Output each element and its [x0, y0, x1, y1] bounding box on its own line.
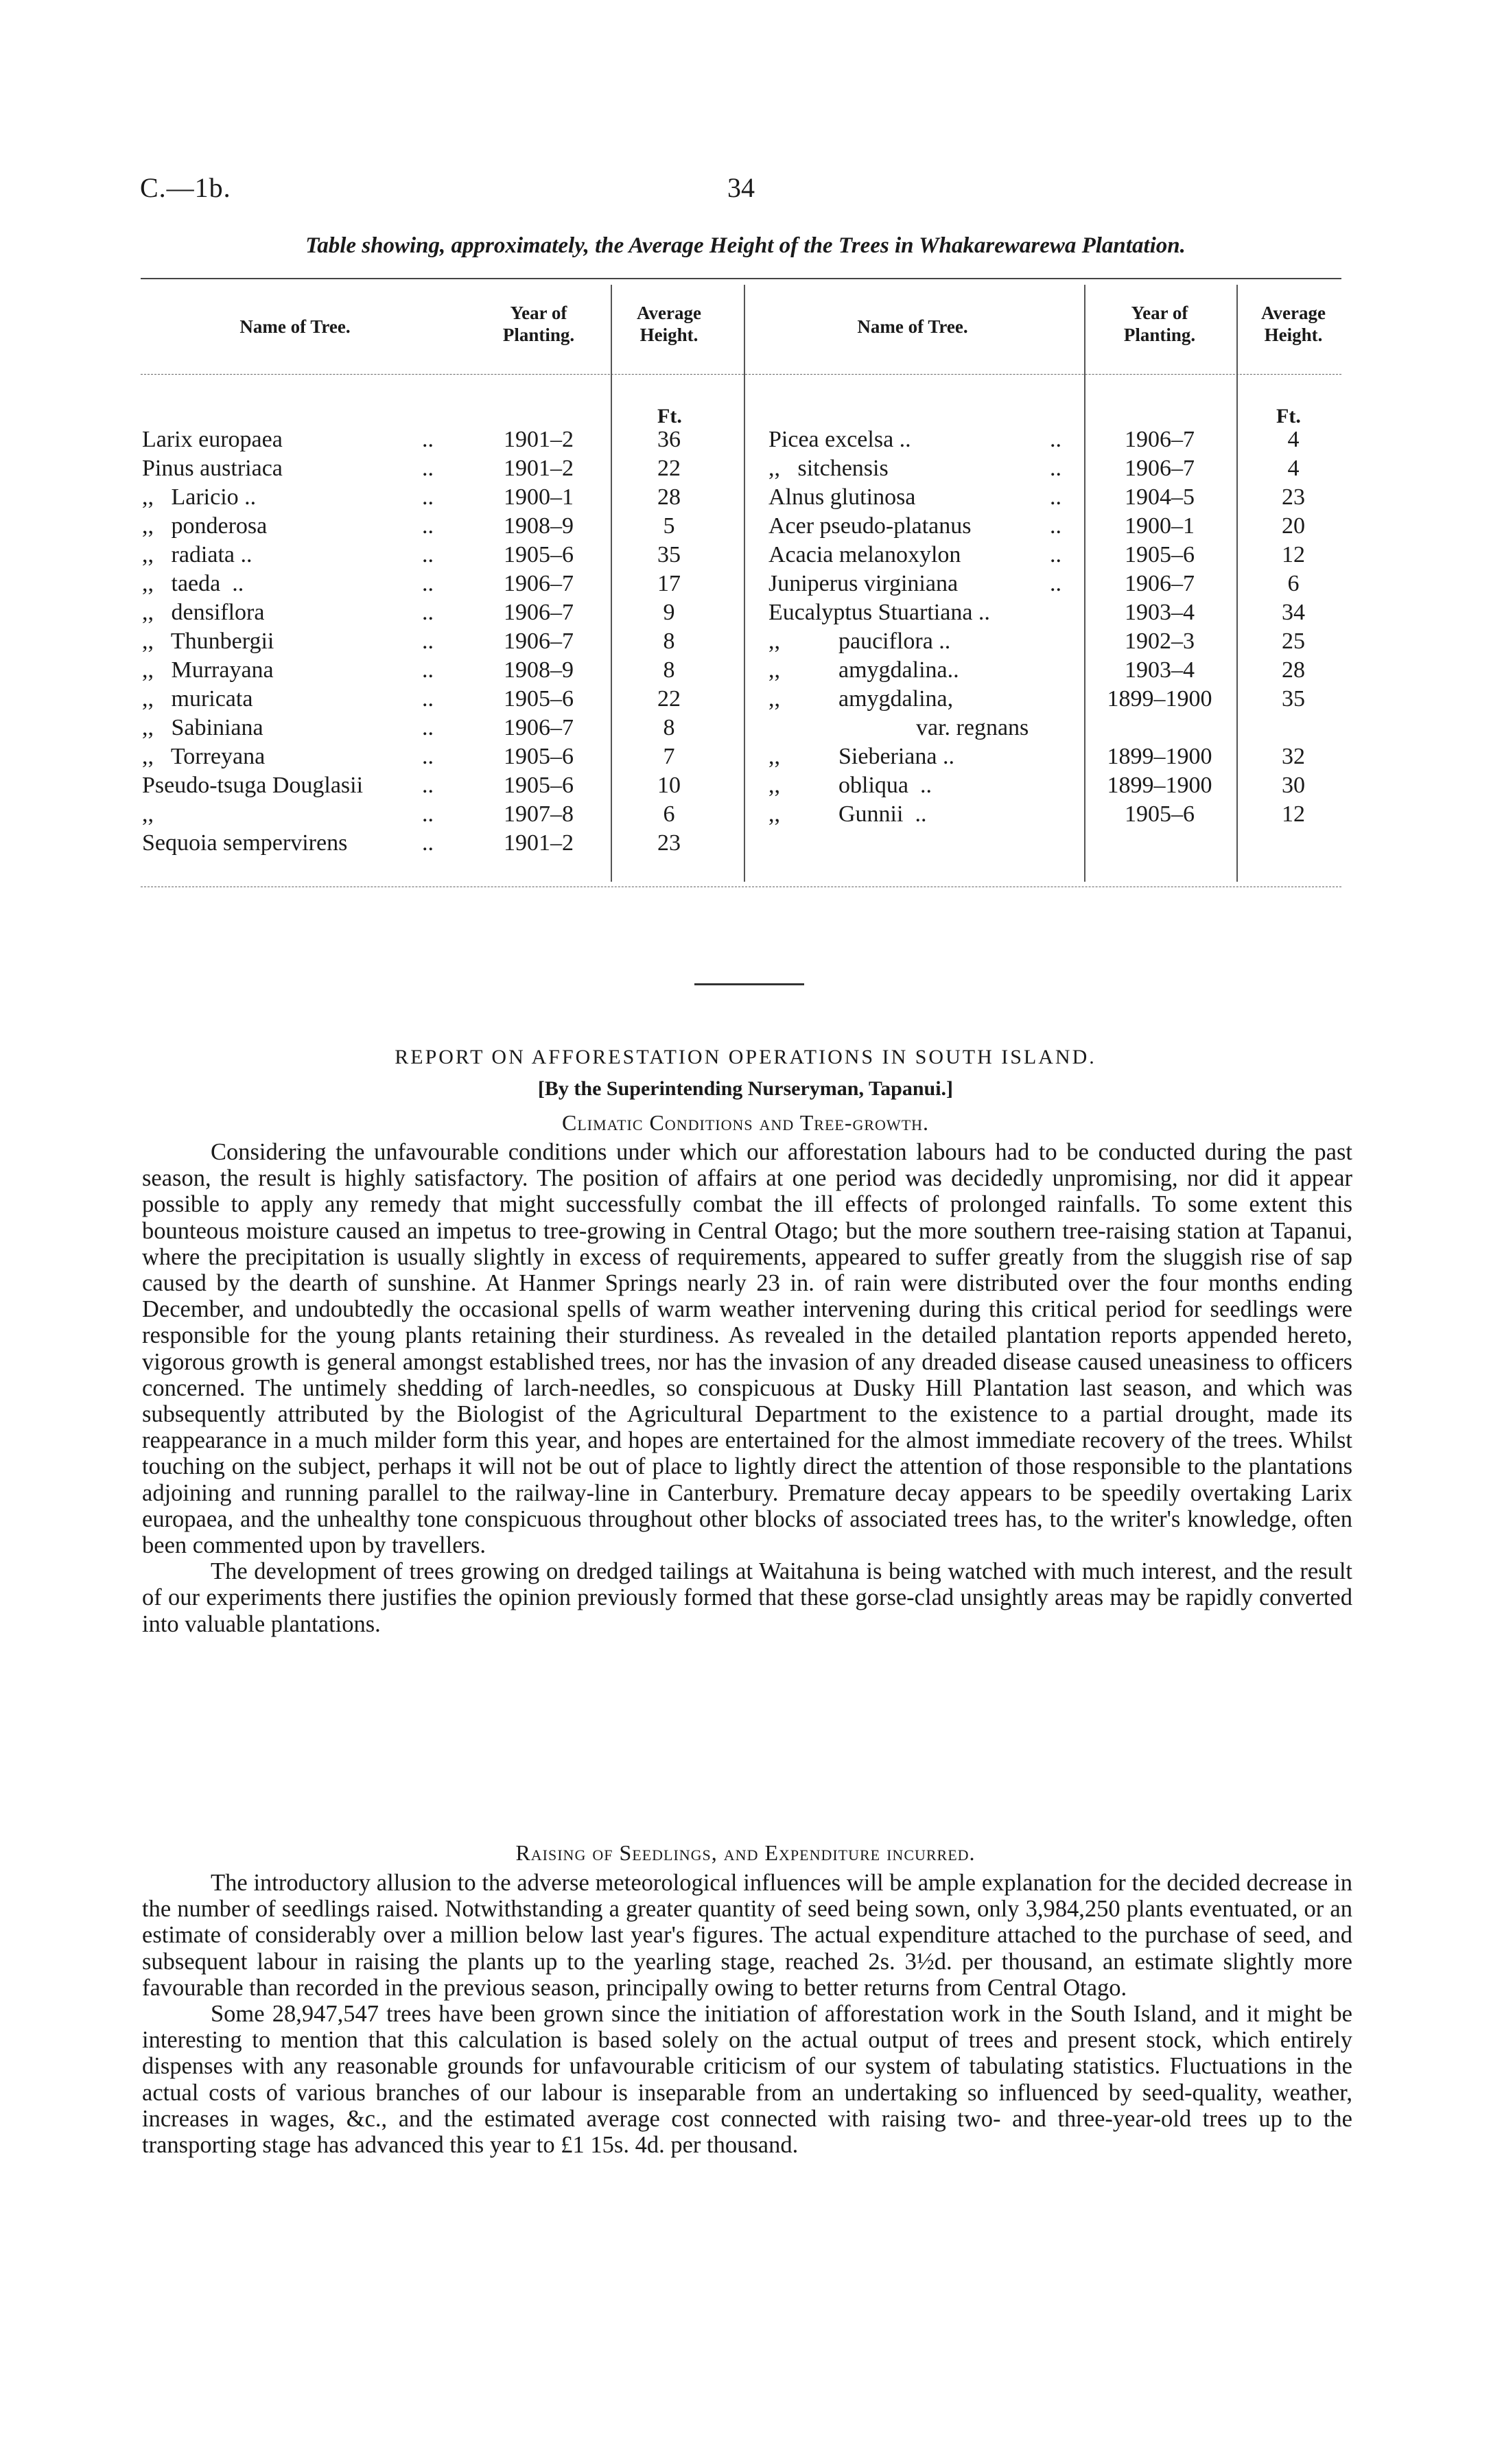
planting-year: 1905–6 — [504, 744, 574, 769]
leader-dots: .. — [422, 456, 434, 481]
planting-year: 1906–7 — [1125, 456, 1195, 481]
paragraph: Some 28,947,547 trees have been grown since the initiation of afforestation work in the South Island, and it might be interesting to mention that this calculation is based solely on the actual output of trees and present stock, which entirely dispenses with any reasonable grounds for unfavourable criticism of our system of tabulating statistics. Fluctuations in the actual costs of various branches of our labour is inseparable from an undertaking so influenced by seed-quality, weather, increases in wages, &c., and the estimated average cost connected with raising two- and three-year-old trees up to the transporting stage has advanced this year to £1 15s. 4d. per thousand. — [142, 2001, 1352, 2159]
planting-year: 1906–7 — [504, 600, 574, 625]
average-height: 20 — [1282, 513, 1305, 539]
average-height: 4 — [1287, 427, 1300, 452]
tree-name: Eucalyptus Stuartiana .. — [768, 600, 990, 625]
col-divider — [1084, 285, 1085, 882]
average-height: 35 — [657, 542, 681, 567]
average-height: 10 — [657, 773, 681, 798]
tree-name: ,, taeda .. — [142, 571, 244, 596]
leader-dots: .. — [1050, 571, 1061, 596]
average-height: 5 — [663, 513, 675, 539]
tree-name: Larix europaea — [142, 427, 283, 452]
section-heading-climatic: Climatic Conditions and Tree-growth. — [561, 1110, 930, 1135]
planting-year: 1905–6 — [504, 542, 574, 567]
tree-name: ,, Thunbergii — [142, 629, 274, 654]
leader-dots: .. — [422, 571, 434, 596]
average-height: 8 — [663, 657, 675, 683]
col-header-name-right: Name of Tree. — [857, 316, 968, 337]
average-height: 7 — [663, 744, 675, 769]
tree-name: ,, sitchensis — [768, 456, 889, 481]
planting-year: 1906–7 — [504, 629, 574, 654]
planting-year: 1903–4 — [1125, 600, 1195, 625]
average-height: 6 — [663, 801, 675, 827]
report-byline: [By the Superintending Nurseryman, Tapanui.] — [537, 1077, 954, 1100]
tree-name: ,, pauciflora .. — [768, 629, 951, 654]
col-header-name-left: Name of Tree. — [239, 316, 351, 337]
tree-name: ,, Gunnii .. — [768, 801, 927, 827]
tree-name: ,, amygdalina.. — [768, 657, 959, 683]
average-height: 12 — [1282, 801, 1305, 827]
tree-name: ,, — [142, 801, 154, 827]
section-heading-seedlings: Raising of Seedlings, and Expenditure incurred. — [515, 1840, 976, 1865]
planting-year: 1908–9 — [504, 657, 574, 683]
planting-year: 1900–1 — [1125, 513, 1195, 539]
planting-year: 1905–6 — [1125, 542, 1195, 567]
planting-year: 1901–2 — [504, 427, 574, 452]
table-center-divider — [744, 285, 745, 882]
planting-year: 1906–7 — [504, 571, 574, 596]
average-height: 22 — [657, 686, 681, 712]
tree-name: Acer pseudo-platanus — [768, 513, 972, 539]
leader-dots: .. — [1050, 484, 1061, 510]
average-height: 6 — [1287, 571, 1300, 596]
page-number: 34 — [727, 172, 755, 203]
tree-name: var. regnans — [916, 715, 1029, 740]
tree-name: Pinus austriaca — [142, 456, 283, 481]
leader-dots: .. — [422, 773, 434, 798]
tree-name: ,, Torreyana — [142, 744, 266, 769]
leader-dots: .. — [1050, 456, 1061, 481]
leader-dots: .. — [422, 427, 434, 452]
average-height: 28 — [1282, 657, 1305, 683]
tree-name: Acacia melanoxylon — [768, 542, 961, 567]
col-divider — [611, 285, 612, 882]
planting-year: 1905–6 — [1125, 801, 1195, 827]
leader-dots: .. — [422, 830, 434, 856]
leader-dots: .. — [422, 657, 434, 683]
leader-dots: .. — [422, 715, 434, 740]
leader-dots: .. — [1050, 542, 1061, 567]
tree-name: ,, Sabiniana — [142, 715, 263, 740]
average-height: 36 — [657, 427, 681, 452]
average-height: 23 — [1282, 484, 1305, 510]
table-top-rule — [141, 278, 1341, 279]
planting-year: 1899–1900 — [1107, 773, 1212, 798]
tree-name: ,, Murrayana — [142, 657, 274, 683]
unit-label-right: Ft. — [1276, 405, 1301, 427]
average-height: 25 — [1282, 629, 1305, 654]
tree-name: Picea excelsa .. — [768, 427, 911, 452]
average-height: 12 — [1282, 542, 1305, 567]
section-seedlings-body — [142, 1870, 1352, 2158]
tree-name: Pseudo-tsuga Douglasii — [142, 773, 364, 798]
average-height: 8 — [663, 629, 675, 654]
document-code: C.—1b. — [140, 172, 231, 203]
leader-dots: .. — [1050, 427, 1061, 452]
unit-label-left: Ft. — [657, 405, 682, 427]
planting-year: 1906–7 — [1125, 571, 1195, 596]
tree-name: ,, amygdalina, — [768, 686, 954, 712]
planting-year: 1906–7 — [1125, 427, 1195, 452]
average-height: 4 — [1287, 456, 1300, 481]
tree-name: Alnus glutinosa — [768, 484, 916, 510]
tree-name: ,, densiflora — [142, 600, 265, 625]
average-height: 28 — [657, 484, 681, 510]
paragraph: Considering the unfavourable conditions under which our afforestation labours had to be conducted during the past season, the result is highly satisfactory. The position of affairs at one period was decidedly unpromising, nor did it appear possible to apply any remedy that might successfully combat the ill effects of prolonged rainfalls. To some extent this bounteous moisture caused an impetus to tree-growing in Central Otago; but the more southern tree-raising station at Tapanui, where the precipitation is usually slightly in excess of requirements, appeared to suffer greatly from the sluggish rise of sap caused by the dearth of sunshine. At Hanmer Springs nearly 23 in. of rain were distributed over the four months ending December, and undoubtedly the occasional spells of warm weather intervening during this critical period for seedlings were responsible for the young plants retaining their sturdiness. As revealed in the detailed plantation reports appended hereto, vigorous growth is general amongst established trees, nor has the invasion of any dreaded disease caused uneasiness to officers concerned. The untimely shedding of larch-needles, so conspicuous at Dusky Hill Plantation last season, and which was subsequently attributed by the Biologist of the Agricultural Department to the existence to a partial drought, made its reappearance in a much milder form this year, and hopes are entertained for the almost immediate recovery of the trees. Whilst touching on the subject, perhaps it will not be out of place to lightly direct the attention of those responsible to the plantations adjoining and running parallel to the railway-line in Canterbury. Premature decay appears to be speedily overtaking Larix europaea, and the unhealthy tone conspicuous throughout other blocks of associated trees has, to the writer's knowledge, often been commented upon by travellers. — [142, 1139, 1352, 1559]
col-divider — [1236, 285, 1238, 882]
average-height: 32 — [1282, 744, 1305, 769]
planting-year: 1901–2 — [504, 456, 574, 481]
planting-year: 1899–1900 — [1107, 744, 1212, 769]
table-header-rule — [141, 374, 1341, 375]
leader-dots: .. — [422, 629, 434, 654]
average-height: 17 — [657, 571, 681, 596]
average-height: 9 — [663, 600, 675, 625]
planting-year: 1906–7 — [504, 715, 574, 740]
average-height: 34 — [1282, 600, 1305, 625]
leader-dots: .. — [1050, 513, 1061, 539]
planting-year: 1905–6 — [504, 686, 574, 712]
planting-year: 1907–8 — [504, 801, 574, 827]
tree-name: ,, obliqua .. — [768, 773, 932, 798]
leader-dots: .. — [422, 484, 434, 510]
leader-dots: .. — [422, 513, 434, 539]
section-climatic-body — [142, 1139, 1352, 1637]
table-title: Table showing, approximately, the Average Height of the Trees in Whakarewarewa Plantation. — [305, 233, 1186, 258]
col-header-height-left: Average Height. — [637, 303, 701, 345]
leader-dots: .. — [422, 744, 434, 769]
average-height: 23 — [657, 830, 681, 856]
tree-name: ,, muricata — [142, 686, 253, 712]
planting-year: 1901–2 — [504, 830, 574, 856]
planting-year: 1900–1 — [504, 484, 574, 510]
tree-name: ,, Laricio .. — [142, 484, 257, 510]
planting-year: 1905–6 — [504, 773, 574, 798]
paragraph: The introductory allusion to the adverse meteorological influences will be ample explanation for the decided decrease in the number of seedlings raised. Notwithstanding a greater quantity of seed being sown, only 3,984,250 plants eventuated, or an estimate of considerably over a million below last year's figures. The actual expenditure attached to the purchase of seed, and subsequent labour in raising the plants up to the yearling stage, reached 2s. 3½d. per thousand, an estimate slightly more favourable than recorded in the previous season, principally owing to better returns from Central Otago. — [142, 1870, 1352, 2001]
col-header-year-right: Year of Planting. — [1123, 303, 1196, 345]
average-height: 35 — [1282, 686, 1305, 712]
average-height: 8 — [663, 715, 675, 740]
col-header-height-right: Average Height. — [1261, 303, 1326, 345]
tree-name: ,, radiata .. — [142, 542, 253, 567]
planting-year: 1908–9 — [504, 513, 574, 539]
col-header-year-left: Year of Planting. — [502, 303, 575, 345]
section-divider — [694, 983, 804, 985]
leader-dots: .. — [422, 542, 434, 567]
planting-year: 1904–5 — [1125, 484, 1195, 510]
leader-dots: .. — [422, 600, 434, 625]
tree-name: ,, ponderosa — [142, 513, 268, 539]
planting-year: 1903–4 — [1125, 657, 1195, 683]
tree-name: Sequoia sempervirens — [142, 830, 348, 856]
leader-dots: .. — [422, 801, 434, 827]
tree-name: Juniperus virginiana — [768, 571, 959, 596]
tree-name: ,, Sieberiana .. — [768, 744, 954, 769]
average-height: 22 — [657, 456, 681, 481]
paragraph: The development of trees growing on dredged tailings at Waitahuna is being watched with much interest, and the result of our experiments there justifies the opinion previously formed that these gorse-clad unsightly areas may be rapidly converted into valuable plantations. — [142, 1558, 1352, 1637]
planting-year: 1899–1900 — [1107, 686, 1212, 712]
leader-dots: .. — [422, 686, 434, 712]
report-title: REPORT ON AFFORESTATION OPERATIONS IN SOUTH ISLAND. — [395, 1046, 1096, 1068]
planting-year: 1902–3 — [1125, 629, 1195, 654]
average-height: 30 — [1282, 773, 1305, 798]
